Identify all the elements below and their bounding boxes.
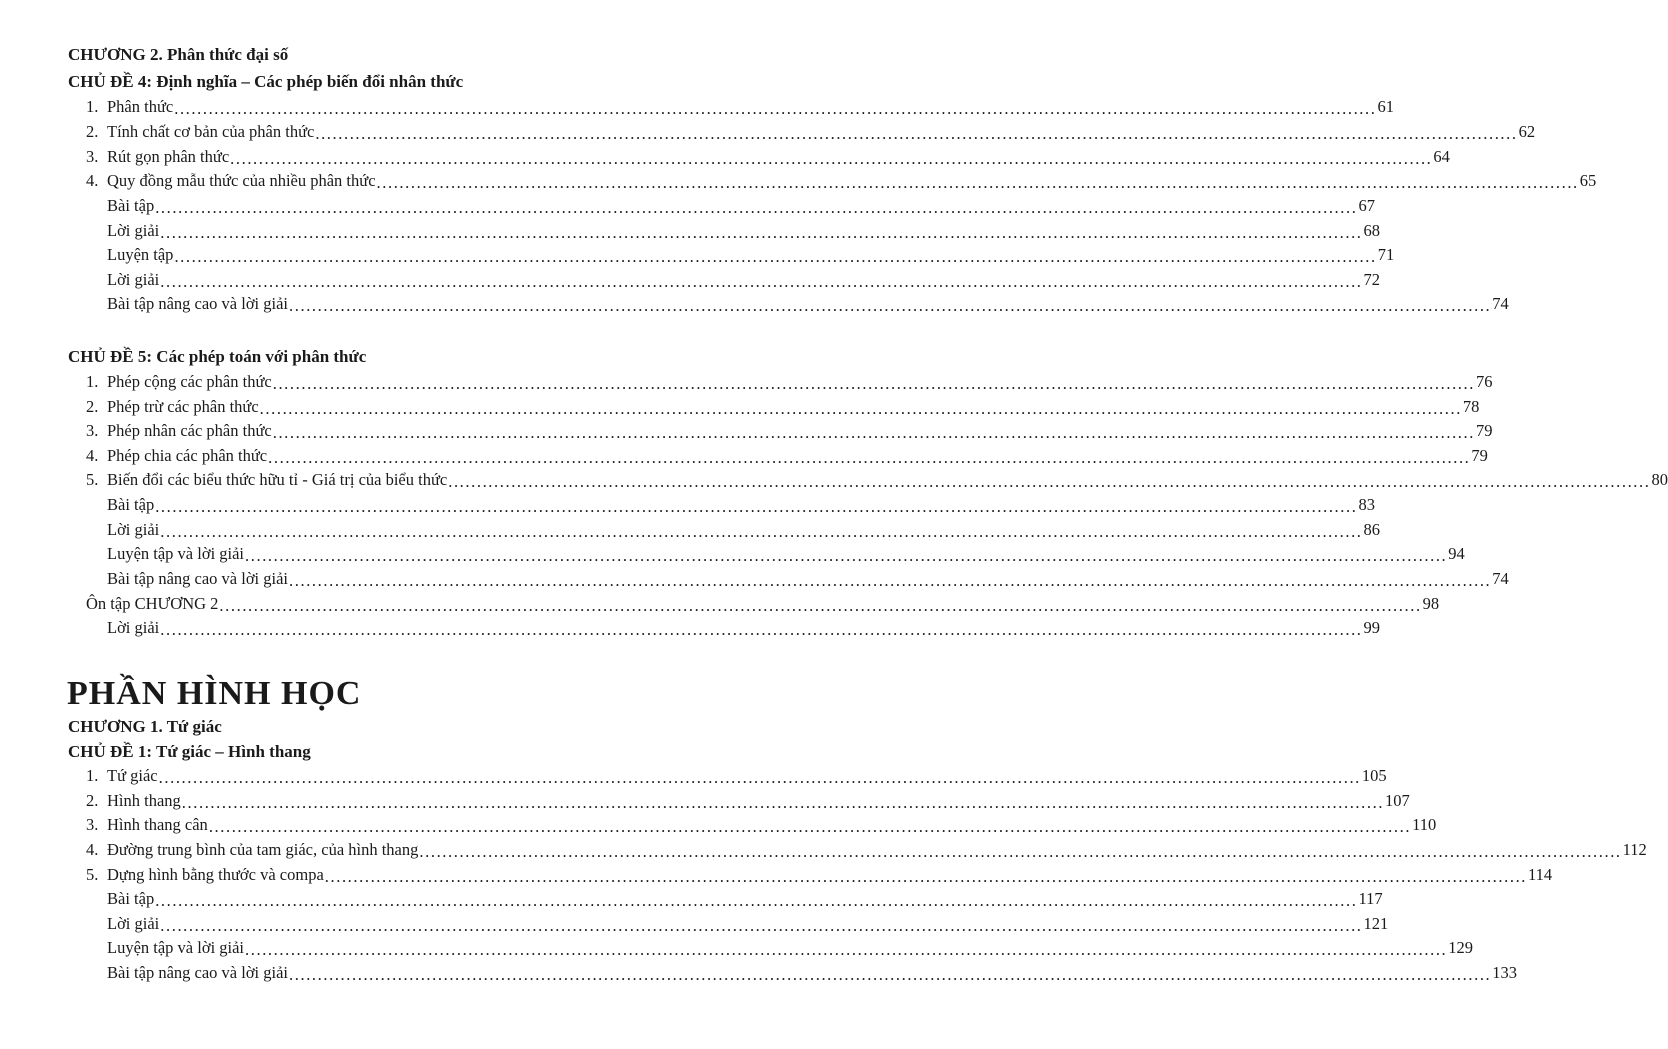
entry-number: 2. [86,791,99,810]
toc-entry[interactable] [107,962,1518,984]
entry-page-number: 117 [1358,889,1383,908]
entry-page-number: 61 [1377,97,1394,116]
dot-leader: .................................................................................................................................................................................................................. [324,867,1528,886]
toc-entry[interactable] [86,445,1488,467]
dot-leader: .................................................................................................................................................................................................................. [289,965,1492,984]
entry-page-number: 114 [1528,865,1553,884]
entry-number: 5. [86,865,99,884]
toc-entry[interactable] [107,617,1381,639]
dot-leader: .................................................................................................................................................................................................................. [160,223,1363,242]
entry-label: Lời giải [107,221,160,240]
dot-leader: .................................................................................................................................................................................................................. [174,247,1377,266]
toc-entry[interactable] [107,543,1465,565]
part-title: PHẦN HÌNH HỌC [67,675,362,712]
entry-page-number: 71 [1377,245,1395,264]
toc-entry[interactable] [86,814,1437,836]
entry-number: 3. [86,421,99,440]
toc-entry[interactable] [86,790,1410,812]
entry-label: Bài tập nâng cao và lời giải [107,569,289,588]
dot-leader: .................................................................................................................................................................................................................. [272,374,1475,393]
dot-leader: .................................................................................................................................................................................................................. [174,99,1377,118]
dot-leader: .................................................................................................................................................................................................................. [160,916,1363,935]
toc-entry[interactable] [107,937,1474,959]
entry-page-number: 79 [1471,446,1488,465]
entry-page-number: 112 [1622,840,1647,859]
dot-leader: .................................................................................................................................................................................................................. [155,891,1358,910]
dot-leader: .................................................................................................................................................................................................................. [158,768,1361,787]
toc-entry[interactable] [107,269,1381,291]
topic-4-heading: CHỦ ĐỀ 4: Định nghĩa – Các phép biến đổi nhân thức [68,72,464,91]
toc-entry[interactable] [107,888,1383,910]
toc-entry[interactable] [86,170,1597,192]
dot-leader: .................................................................................................................................................................................................................. [160,272,1363,291]
entry-label: Đường trung bình của tam giác, của hình thang [107,840,419,859]
toc-entry[interactable] [107,494,1375,516]
entry-label: Phân thức [107,97,174,116]
dot-leader: .................................................................................................................................................................................................................. [376,173,1579,192]
entry-label: Bài tập nâng cao và lời giải [107,294,289,313]
toc-entry[interactable] [86,96,1394,118]
entry-label: Lời giải [107,618,160,637]
entry-page-number: 94 [1448,544,1465,563]
entry-number: 3. [86,815,99,834]
dot-leader: .................................................................................................................................................................................................................. [448,472,1651,491]
entry-number: 2. [86,397,99,416]
entry-page-number: 133 [1492,963,1518,982]
chapter-2-heading: CHƯƠNG 2. Phân thức đại số [68,45,289,64]
entry-page-number: 74 [1492,294,1509,313]
entry-label: Bài tập [107,889,155,908]
entry-label: Luyện tập [107,245,174,264]
dot-leader: .................................................................................................................................................................................................................. [208,817,1412,836]
toc-entry[interactable] [86,121,1536,143]
entry-label: Bài tập [107,196,155,215]
entry-page-number: 72 [1363,270,1381,289]
dot-leader: .................................................................................................................................................................................................................. [160,522,1363,541]
toc-entry[interactable] [86,371,1493,393]
entry-page-number: 83 [1358,495,1375,514]
entry-number: 1. [86,97,99,116]
dot-leader: .................................................................................................................................................................................................................. [230,149,1433,168]
topic-1-heading: CHỦ ĐỀ 1: Tứ giác – Hình thang [68,742,311,761]
entry-page-number: 74 [1492,569,1509,588]
entry-page-number: 65 [1579,171,1597,190]
entry-label: Phép chia các phân thức [107,446,268,465]
entry-label: Lời giải [107,914,160,933]
entry-number: 2. [86,122,99,141]
entry-page-number: 110 [1412,815,1437,834]
entry-label: Bài tập nâng cao và lời giải [107,963,289,982]
entry-label: Luyện tập và lời giải [107,544,245,563]
toc-entry[interactable] [86,839,1647,861]
entry-page-number: 80 [1651,470,1668,489]
dot-leader: .................................................................................................................................................................................................................. [155,198,1358,217]
entry-label: Phép nhân các phân thức [107,421,272,440]
dot-leader: .................................................................................................................................................................................................................. [181,793,1385,812]
entry-page-number: 98 [1422,594,1440,613]
entry-label: Ôn tập CHƯƠNG 2 [86,594,219,613]
toc-entry[interactable] [86,146,1450,168]
dot-leader: .................................................................................................................................................................................................................. [245,546,1448,565]
entry-number: 1. [86,766,99,785]
entry-label: Lời giải [107,520,160,539]
entry-label: Tứ giác [107,766,158,785]
entry-label: Phép trừ các phân thức [107,397,259,416]
toc-entry[interactable] [107,293,1509,315]
toc-entry[interactable] [107,519,1381,541]
dot-leader: .................................................................................................................................................................................................................. [315,124,1518,143]
toc-entry[interactable] [107,244,1395,266]
entry-page-number: 79 [1475,421,1493,440]
entry-label: Lời giải [107,270,160,289]
entry-label: Bài tập [107,495,155,514]
entry-page-number: 64 [1433,147,1450,166]
entry-number: 1. [86,372,99,391]
entry-page-number: 129 [1448,938,1474,957]
dot-leader: .................................................................................................................................................................................................................. [419,842,1622,861]
entry-page-number: 86 [1363,520,1381,539]
entry-label: Hình thang [107,791,181,810]
entry-number: 5. [86,470,99,489]
dot-leader: .................................................................................................................................................................................................................. [245,940,1448,959]
dot-leader: .................................................................................................................................................................................................................. [160,620,1363,639]
entry-label: Phép cộng các phân thức [107,372,272,391]
dot-leader: .................................................................................................................................................................................................................. [219,596,1422,615]
entry-page-number: 62 [1518,122,1536,141]
toc-entry[interactable] [86,864,1553,886]
entry-page-number: 107 [1385,791,1410,810]
entry-number: 4. [86,446,99,465]
entry-number: 3. [86,147,99,166]
chapter-1-heading: CHƯƠNG 1. Tứ giác [68,717,222,736]
dot-leader: .................................................................................................................................................................................................................. [259,399,1462,418]
entry-label: Dựng hình bằng thước và compa [107,865,324,884]
toc-entry[interactable] [107,568,1509,590]
entry-label: Hình thang cân [107,815,208,834]
dot-leader: .................................................................................................................................................................................................................. [155,497,1358,516]
topic-5-heading: CHỦ ĐỀ 5: Các phép toán với phân thức [68,347,367,366]
toc-entry[interactable] [107,220,1381,242]
entry-page-number: 68 [1363,221,1381,240]
entry-page-number: 121 [1363,914,1389,933]
dot-leader: .................................................................................................................................................................................................................. [272,423,1475,442]
toc-entry[interactable] [86,593,1440,615]
toc-entry[interactable] [86,396,1480,418]
toc-entry[interactable] [107,195,1375,217]
entry-label: Quy đồng mẫu thức của nhiều phân thức [107,171,376,190]
dot-leader: .................................................................................................................................................................................................................. [289,571,1492,590]
entry-label: Biến đổi các biểu thức hữu tỉ - Giá trị của biểu thức [107,470,448,489]
entry-page-number: 76 [1475,372,1493,391]
entry-page-number: 105 [1361,766,1387,785]
entry-number: 4. [86,171,99,190]
entry-label: Luyện tập và lời giải [107,938,245,957]
toc-entry[interactable] [86,469,1668,491]
entry-number: 4. [86,840,99,859]
entry-page-number: 67 [1358,196,1375,215]
toc-entry[interactable] [86,420,1493,442]
entry-label: Tính chất cơ bản của phân thức [107,122,315,141]
dot-leader: .................................................................................................................................................................................................................. [289,296,1492,315]
entry-label: Rút gọn phân thức [107,147,230,166]
toc-entry[interactable] [86,765,1387,787]
entry-page-number: 99 [1363,618,1381,637]
toc-entry[interactable] [107,913,1389,935]
dot-leader: .................................................................................................................................................................................................................. [268,448,1471,467]
entry-page-number: 78 [1462,397,1480,416]
